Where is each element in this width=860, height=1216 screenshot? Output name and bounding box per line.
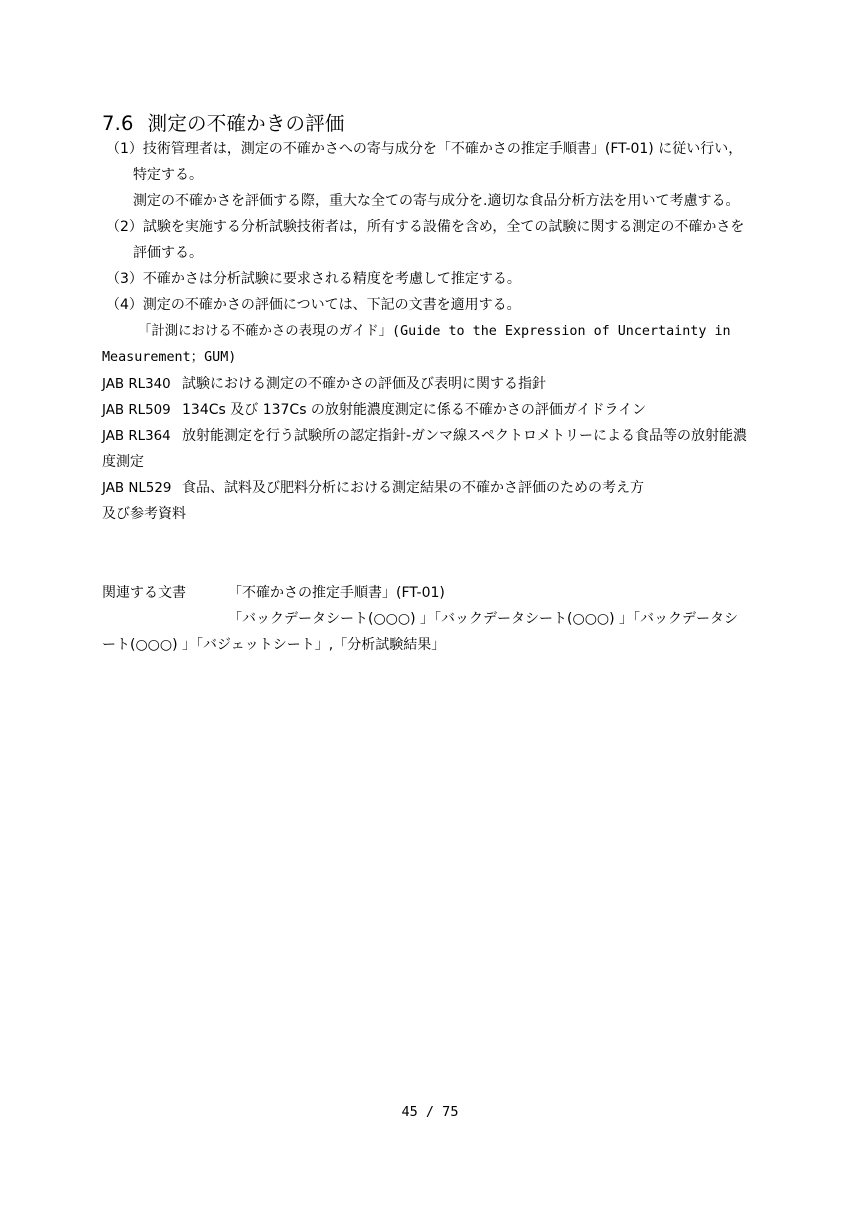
item1-line1: （1）技術管理者は，測定の不確かさへの寄与成分を「不確かさの推定手順書」(FT-01) に従い行い， (106, 141, 743, 157)
reference-title: 134Cs 及び 137Cs の放射能濃度測定に係る不確かさの評価ガイドライン (182, 402, 647, 418)
reference-nl529 (102, 479, 644, 498)
reference-code: JAB RL509 (102, 403, 171, 418)
reference-rl509 (102, 401, 646, 420)
item2-line2: 評価する。 (133, 245, 203, 261)
reference-rl340 (102, 375, 546, 394)
gum-line2: Measurement；GUM) (102, 350, 237, 365)
reference-code: JAB RL340 (102, 377, 171, 392)
related-documents-line1 (102, 584, 445, 602)
section-number: 7.6 (102, 112, 134, 135)
reference-title: 放射能測定を行う試験所の認定指針-ガンマ線スペクトロメトリーによる食品等の放射能濃 (182, 428, 748, 444)
section-title: 測定の不確かきの評価 (147, 112, 345, 135)
related-documents-line3: ート(○○○) 」「バジェットシート」,「分析試験結果」 (102, 637, 446, 653)
reference-rl364 (102, 427, 747, 446)
reference-code: JAB NL529 (102, 481, 172, 496)
reference-code: JAB RL364 (102, 429, 171, 444)
related-documents-label: 関連する文書 (102, 585, 186, 601)
section-heading (102, 108, 345, 136)
reference-title: 試験における測定の不確かさの評価及び表明に関する指針 (182, 376, 546, 392)
item4: （4）測定の不確かさの評価については、下記の文書を適用する。 (106, 297, 521, 313)
references-tail: 及び参考資料 (102, 506, 186, 522)
reference-rl364-continuation: 度測定 (102, 454, 144, 470)
page-number: 45 / 75 (401, 1104, 459, 1120)
item3: （3）不確かさは分析試験に要求される精度を考慮して推定する。 (106, 271, 521, 287)
item1-line3: 測定の不確かさを評価する際，重大な全ての寄与成分を.適切な食品分析方法を用いて考慮する。 (133, 193, 740, 209)
related-document-procedure: 「不確かさの推定手順書」(FT-01) (228, 585, 445, 601)
related-documents-line2: 「バックデータシート(○○○) 」「バックデータシート(○○○) 」「バックデータシ (228, 611, 739, 627)
item1-line2: 特定する。 (133, 167, 203, 183)
reference-title: 食品、試料及び肥料分析における測定結果の不確かさ評価のための考え方 (182, 480, 644, 496)
gum-line1: 「計測における不確かさの表現のガイド」(Guide to the Expression of Uncertainty in (138, 324, 731, 339)
item2-line1: （2）試験を実施する分析試験技術者は，所有する設備を含め，全ての試験に関する測定の不確かさを (106, 219, 745, 235)
